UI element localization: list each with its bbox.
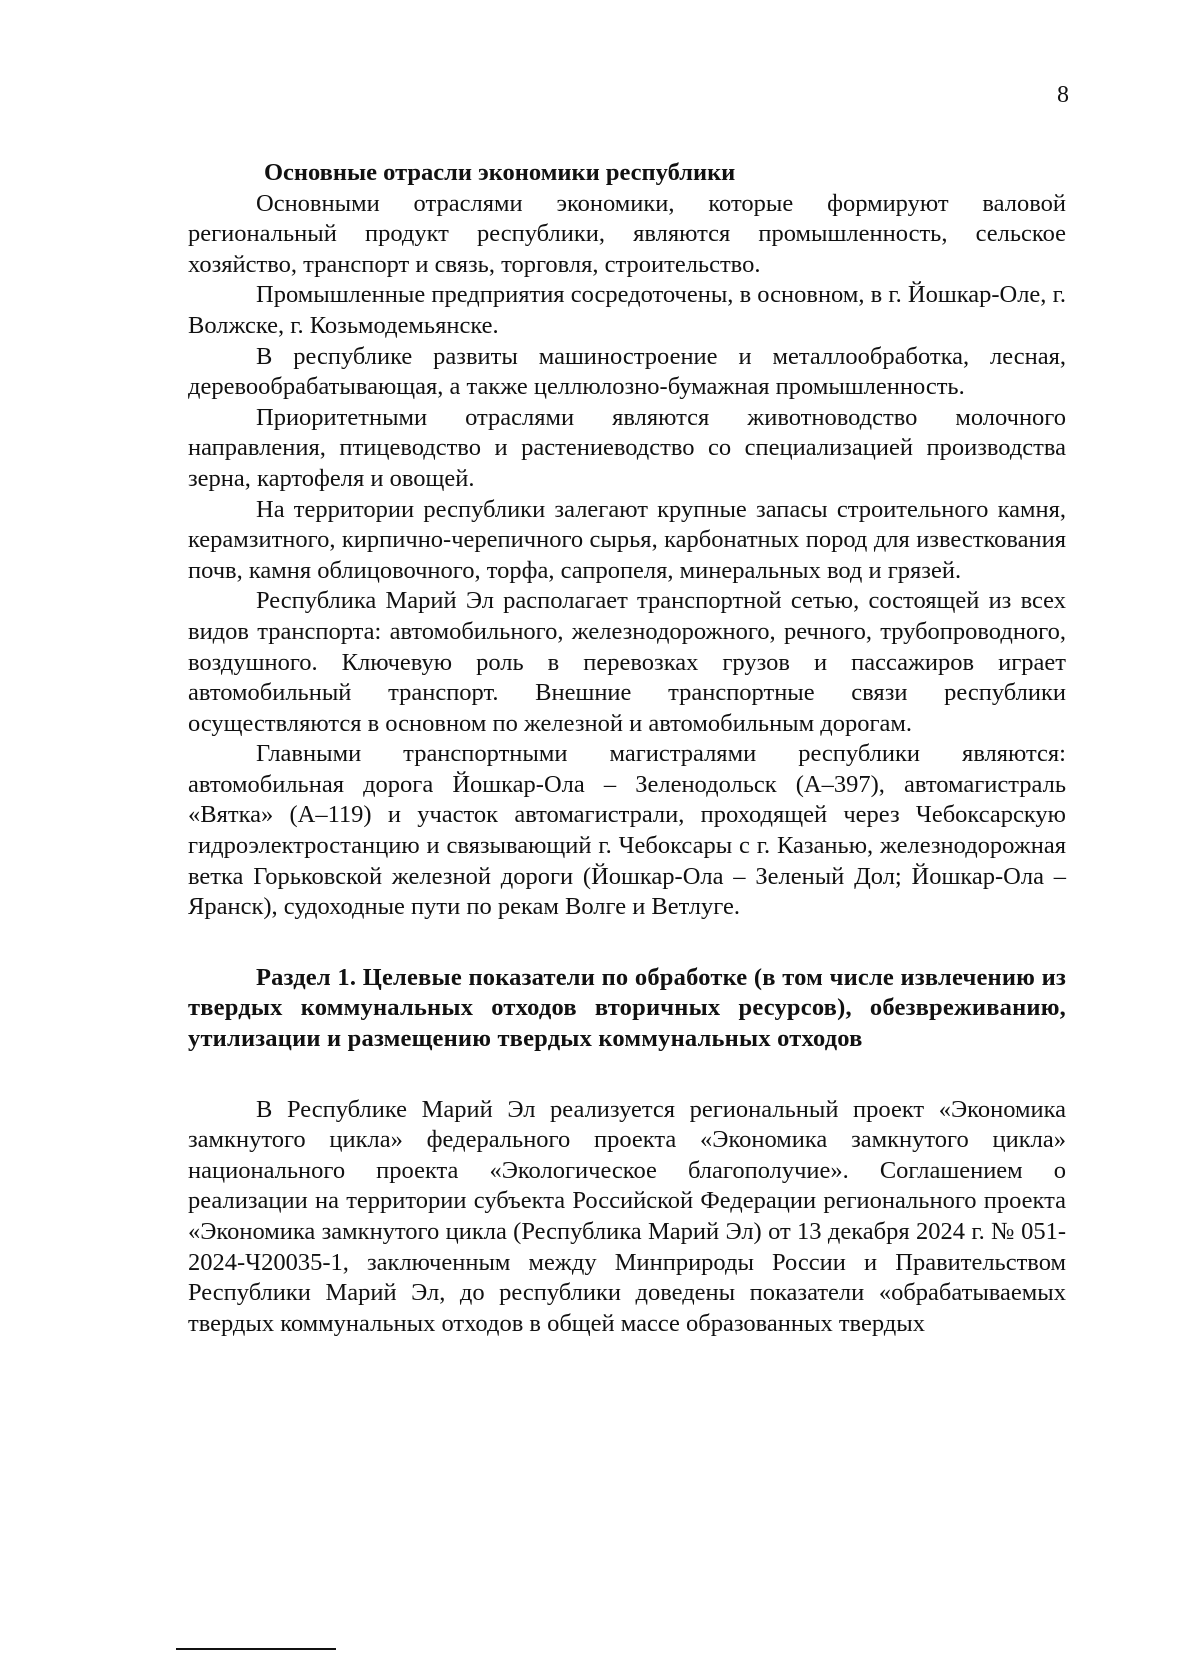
paragraph-priority-sectors: Приоритетными отраслями являются животноводство молочного направления, птицеводство и растениеводство со специализацией производства зерна, картофеля и овощей.	[188, 403, 1066, 492]
footnote-separator	[176, 1648, 336, 1650]
paragraph-regional-project: В Республике Марий Эл реализуется региональный проект «Экономика замкнутого цикла» федерального проекта «Экономика замкнутого цикла» национального проекта «Экологическое благополучие». Соглашением о реализации на территории субъекта Российской Федерации регионального проекта «Экономика замкнутого цикла (Республика Марий Эл) от 13 декабря 2024 г. № 051-2024-Ч20035-1, заключенным между Минприроды России и Правительством Республики Марий Эл, до республики доведены показатели «обрабатываемых твердых коммунальных отходов в общей массе образованных твердых	[188, 1095, 1066, 1337]
document-body	[188, 158, 1066, 1339]
paragraph-developed-industries: В республике развиты машиностроение и металлообработка, лесная, деревообрабатывающая, а также целлюлозно-бумажная промышленность.	[188, 342, 1066, 401]
paragraph-industrial-enterprises: Промышленные предприятия сосредоточены, в основном, в г. Йошкар-Оле, г. Волжске, г. Козьмодемьянске.	[188, 281, 1066, 339]
paragraph-economy-sectors: Основными отраслями экономики, которые формируют валовой региональный продукт республики, являются промышленность, сельское хозяйство, транспорт и связь, торговля, строительство.	[188, 189, 1066, 278]
section-heading: Основные отрасли экономики республики	[264, 159, 736, 186]
paragraph-main-highways: Главными транспортными магистралями республики являются: автомобильная дорога Йошкар-Ола – Зеленодольск (А–397), автомагистраль «Вятка» (А–119) и участок автомагистрали, проходящей через Чебоксарскую гидроэлектростанцию и связывающий г. Чебоксары с г. Казанью, железнодорожная ветка Горьковской железной дороги (Йошкар-Ола – Зеленый Дол; Йошкар-Ола – Яранск), судоходные пути по рекам Волге и Ветлуге.	[188, 740, 1066, 921]
page-number: 8	[1057, 82, 1069, 108]
paragraph-mineral-resources: На территории республики залегают крупные запасы строительного камня, керамзитного, кирпично-черепичного сырья, карбонатных пород для известкования почв, камня облицовочного, торфа, сапропеля, минеральных вод и грязей.	[188, 495, 1066, 584]
paragraph-transport-network: Республика Марий Эл располагает транспортной сетью, состоящей из всех видов транспорта: автомобильного, железнодорожного, речного, трубопроводного, воздушного. Ключевую роль в перевозках грузов и пассажиров играет автомобильный транспорт. Внешние транспортные связи республики осуществляются в основном по железной и автомобильным дорогам.	[188, 587, 1066, 737]
section-spacer	[188, 1055, 1066, 1095]
section-1-title: Раздел 1. Целевые показатели по обработке (в том числе извлечению из твердых коммунальных отходов вторичных ресурсов), обезвреживанию, утилизации и размещению твердых коммунальных отходов	[188, 963, 1066, 1053]
